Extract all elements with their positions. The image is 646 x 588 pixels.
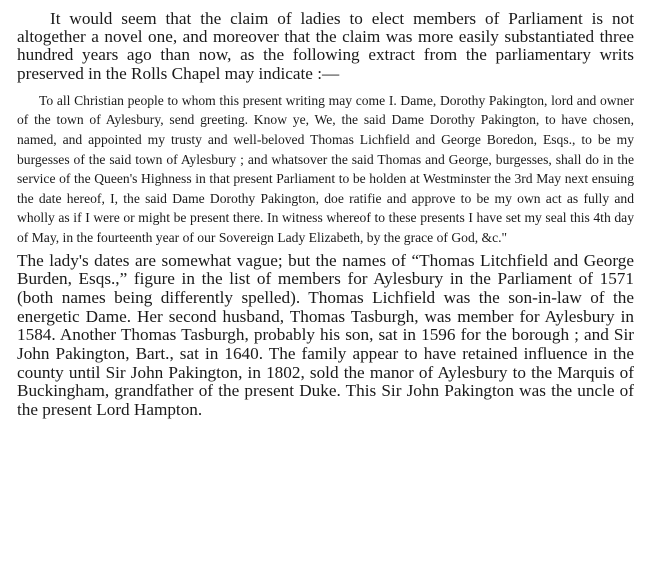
- quoted-writ-paragraph: To all Christian people to whom this present writing may come I. Dame, Dorothy Pakington, lord and owner of the town of Aylesbury, send greeting. Know ye, We, the said Dame Dorothy Pakington, to have chosen, named, and appointed my trusty and well-beloved Thomas Lichfield and George Boredon, Esqs., to be my burgesses of the said town of Aylesbury ; and whatsover the said Thomas and George, burgesses, shall do in the service of the Queen's Highness in that present Parliament to be holden at Westminster the 3rd May next ensuing the date hereof, I, the said Dame Dorothy Pakington, doe ratifie and approve to be my own act as fully and wholly as if I were or might be present there. In witness whereof to these presents I have set my seal this 4th day of May, in the fourteenth year of our Sovereign Lady Elizabeth, by the grace of God, &c.": [17, 92, 634, 245]
- commentary-paragraph: The lady's dates are somewhat vague; but the names of “Thomas Litchfield and George Burden, Esqs.,” figure in the list of members for Aylesbury in the Parliament of 1571 (both names being differently spelled). Thomas Lichfield was the son-in-law of the energetic Dame. Her second husband, Thomas Tasburgh, was member for Aylesbury in 1584. Another Thomas Tasburgh, probably his son, sat in 1596 for the borough ; and Sir John Pakington, Bart., sat in 1640. The family appear to have retained influence in the county until Sir John Pakington, in 1802, sold the manor of Aylesbury to the Marquis of Buckingham, grandfather of the present Duke. This Sir John Pakington was the uncle of the present Lord Hampton.: [17, 250, 634, 420]
- intro-paragraph: It would seem that the claim of ladies to elect members of Parliament is not altogether a novel one, and moreover that the claim was more easily substantiated three hundred years ago than now, as the following extract from the parliamentary writs preserved in the Rolls Chapel may indicate :—: [17, 9, 634, 83]
